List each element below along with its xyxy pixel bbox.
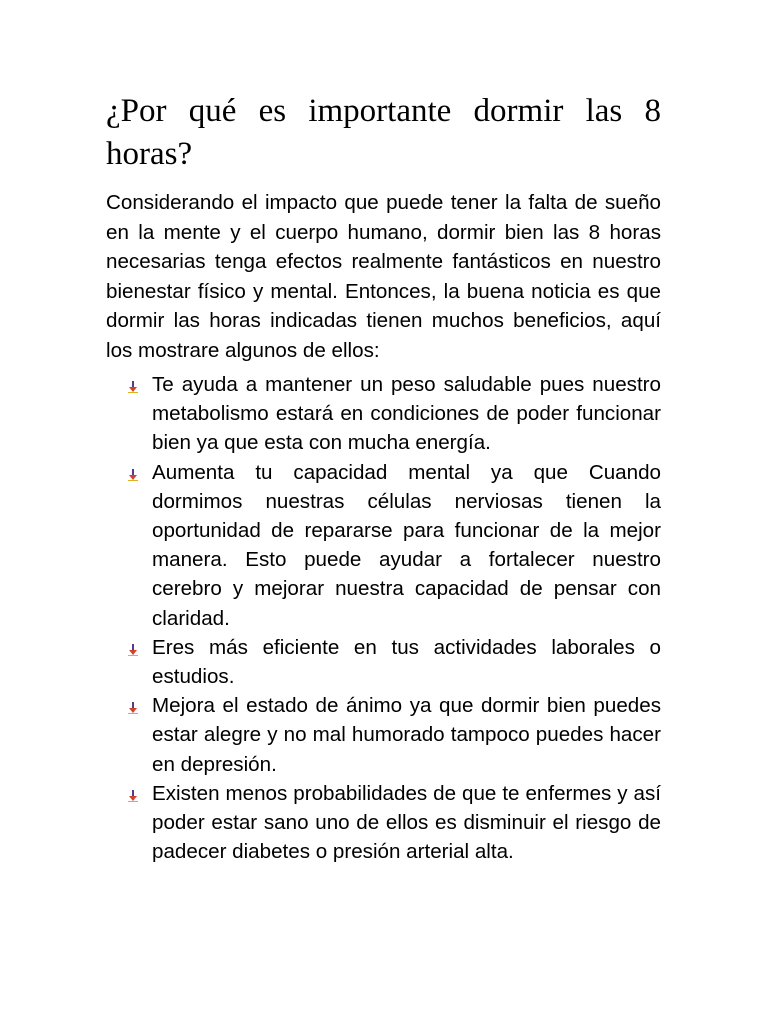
list-item-text: Eres más eficiente en tus actividades laborales o estudios. <box>152 635 661 689</box>
down-arrow-bullet-icon <box>128 644 138 656</box>
list-item <box>106 633 661 691</box>
list-item <box>106 458 661 633</box>
down-arrow-bullet-icon <box>128 469 138 481</box>
list-item-text: Existen menos probabilidades de que te enfermes y así poder estar sano uno de ellos es disminuir el riesgo de padecer diabetes o presión arterial alta. <box>152 781 661 864</box>
list-item <box>106 370 661 458</box>
down-arrow-bullet-icon <box>128 790 138 802</box>
list-item <box>106 779 661 867</box>
list-item <box>106 691 661 779</box>
document-page <box>106 90 661 866</box>
intro-paragraph: Considerando el impacto que puede tener la falta de sueño en la mente y el cuerpo humano, dormir bien las 8 horas necesarias tenga efectos realmente fantásticos en nuestro bienestar físico y mental. Entonces, la buena noticia es que dormir las horas indicadas tienen muchos beneficios, aquí los mostrare algunos de ellos: <box>106 191 661 362</box>
list-item-text: Te ayuda a mantener un peso saludable pues nuestro metabolismo estará en condiciones de poder funcionar bien ya que esta con mucha energía. <box>152 373 661 455</box>
down-arrow-bullet-icon <box>128 381 138 393</box>
list-item-text: Aumenta tu capacidad mental ya que Cuando dormimos nuestras células nerviosas tienen la oportunidad de repararse para funcionar de la mejor manera. Esto puede ayudar a fortalecer nuestro cerebro y mejorar nuestra capacidad de pensar con claridad. <box>152 460 661 630</box>
benefits-list <box>106 370 661 866</box>
down-arrow-bullet-icon <box>128 702 138 714</box>
page-title: ¿Por qué es importante dormir las 8 horas? <box>106 93 661 172</box>
list-item-text: Mejora el estado de ánimo ya que dormir bien puedes estar alegre y no mal humorado tampoco puedes hacer en depresión. <box>152 694 661 776</box>
